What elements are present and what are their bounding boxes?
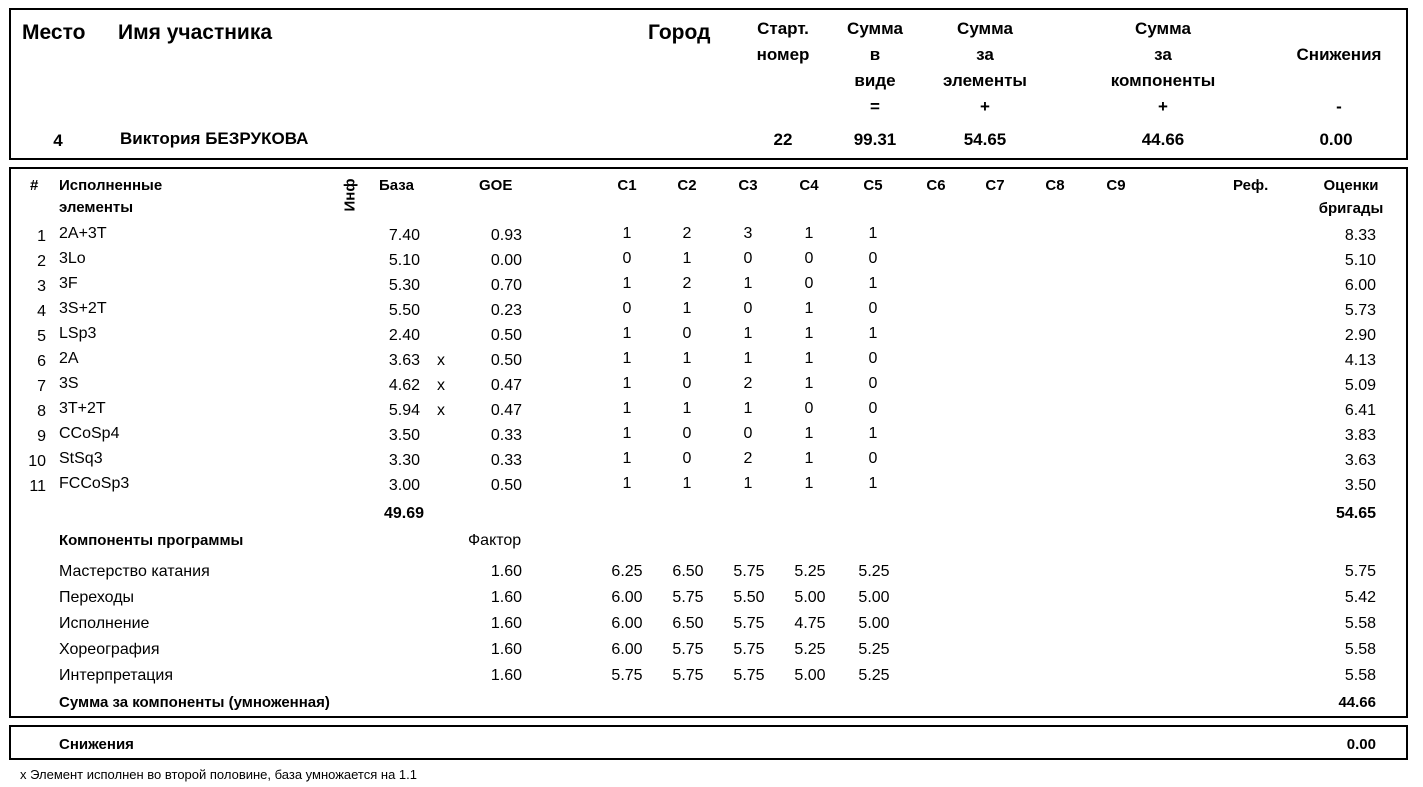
element-panel-score: 5.73 — [1344, 302, 1376, 319]
component-factor: 1.60 — [490, 641, 522, 658]
element-judge-c3: 0 — [743, 250, 753, 267]
element-row-number: 4 — [37, 303, 46, 320]
col-header-c6: C6 — [926, 177, 946, 194]
tes-header-line: элементы — [943, 71, 1027, 90]
component-factor: 1.60 — [490, 667, 522, 684]
component-judge-c3: 5.75 — [733, 615, 765, 632]
element-code: 3S+2T — [59, 300, 107, 317]
pcs-header-line: за — [1154, 45, 1172, 64]
element-base-value: 4.62 — [388, 377, 420, 394]
element-code: 2A — [59, 350, 79, 367]
total-header-line: = — [870, 97, 880, 116]
col-header-ref: Реф. — [1233, 177, 1269, 194]
component-judge-c2: 5.75 — [672, 667, 704, 684]
name-header: Имя участника — [118, 21, 273, 44]
element-base-value: 3.00 — [388, 477, 420, 494]
details-box — [9, 167, 1408, 718]
element-code: CCoSp4 — [59, 425, 120, 442]
component-panel-score: 5.42 — [1344, 589, 1376, 606]
element-judge-c1: 1 — [622, 425, 632, 442]
element-judge-c5: 0 — [868, 300, 878, 317]
col-header-c5: C5 — [863, 177, 883, 194]
skater-deductions: 0.00 — [1319, 130, 1353, 149]
deductions-header-sign: - — [1336, 97, 1342, 116]
element-code: 3F — [59, 275, 78, 292]
element-code: StSq3 — [59, 450, 103, 467]
skater-name: Виктория БЕЗРУКОВА — [120, 129, 309, 148]
element-judge-c5: 0 — [868, 450, 878, 467]
element-info-flag: x — [437, 352, 445, 369]
component-panel-score: 5.58 — [1344, 667, 1376, 684]
components-total-label: Сумма за компоненты (умноженная) — [59, 694, 330, 711]
elements-score-total: 54.65 — [1335, 505, 1376, 522]
total-header-line: Сумма — [847, 19, 903, 38]
element-row-number: 9 — [37, 428, 46, 445]
component-judge-c5: 5.00 — [858, 589, 890, 606]
element-judge-c3: 0 — [743, 425, 753, 442]
deductions-value: 0.00 — [1346, 736, 1376, 753]
element-judge-c5: 0 — [868, 400, 878, 417]
col-header-c2: C2 — [677, 177, 697, 194]
element-row-number: 5 — [37, 328, 46, 345]
element-panel-score: 8.33 — [1344, 227, 1376, 244]
element-judge-c2: 0 — [682, 375, 692, 392]
component-judge-c1: 6.25 — [611, 563, 643, 580]
element-code: 3Lo — [59, 250, 86, 267]
element-judge-c1: 1 — [622, 400, 632, 417]
total-header — [835, 16, 915, 120]
component-panel-score: 5.58 — [1344, 615, 1376, 632]
element-judge-c5: 1 — [868, 275, 878, 292]
element-judge-c3: 1 — [743, 400, 753, 417]
element-judge-c1: 1 — [622, 375, 632, 392]
component-name: Исполнение — [59, 615, 150, 632]
component-name: Мастерство катания — [59, 563, 210, 580]
element-info-flag: x — [437, 402, 445, 419]
element-base-value: 5.30 — [388, 277, 420, 294]
element-goe: 0.93 — [490, 227, 522, 244]
element-judge-c2: 1 — [682, 350, 692, 367]
element-judge-c5: 0 — [868, 375, 878, 392]
element-judge-c4: 0 — [804, 275, 814, 292]
start-number-header-line: Старт. — [757, 19, 809, 38]
component-judge-c3: 5.75 — [733, 563, 765, 580]
component-judge-c5: 5.25 — [858, 563, 890, 580]
element-judge-c4: 1 — [804, 450, 814, 467]
col-header-base: База — [379, 177, 414, 194]
tes-header-line: + — [980, 97, 990, 116]
place-header: Место — [22, 21, 86, 44]
col-header-c8: C8 — [1045, 177, 1065, 194]
component-judge-c2: 6.50 — [672, 615, 704, 632]
col-header-score: Оценки — [1323, 177, 1379, 194]
component-factor: 1.60 — [490, 589, 522, 606]
element-row-number: 10 — [28, 453, 46, 470]
element-judge-c2: 1 — [682, 400, 692, 417]
element-judge-c4: 1 — [804, 375, 814, 392]
element-panel-score: 4.13 — [1344, 352, 1376, 369]
skater-pcs: 44.66 — [1141, 130, 1185, 149]
element-judge-c3: 0 — [743, 300, 753, 317]
component-factor: 1.60 — [490, 563, 522, 580]
element-base-value: 5.50 — [388, 302, 420, 319]
skater-total: 99.31 — [853, 130, 897, 149]
footnote: x Элемент исполнен во второй половине, база умножается на 1.1 — [20, 767, 417, 782]
total-header-line: виде — [854, 71, 896, 90]
element-judge-c2: 1 — [682, 250, 692, 267]
element-code: FCCoSp3 — [59, 475, 130, 492]
col-header-info: Инф — [341, 178, 359, 212]
element-judge-c3: 3 — [743, 225, 753, 242]
tes-header — [925, 16, 1045, 120]
start-number-header-line: номер — [756, 45, 810, 64]
element-judge-c1: 1 — [622, 325, 632, 342]
components-total: 44.66 — [1338, 694, 1376, 711]
element-judge-c3: 1 — [743, 350, 753, 367]
element-judge-c3: 1 — [743, 475, 753, 492]
element-judge-c1: 1 — [622, 225, 632, 242]
component-judge-c3: 5.50 — [733, 589, 765, 606]
element-goe: 0.50 — [490, 352, 522, 369]
element-judge-c2: 0 — [682, 450, 692, 467]
element-judge-c4: 1 — [804, 425, 814, 442]
component-judge-c5: 5.25 — [858, 667, 890, 684]
component-judge-c4: 5.25 — [794, 563, 826, 580]
element-code: LSp3 — [59, 325, 97, 342]
component-judge-c1: 6.00 — [611, 615, 643, 632]
col-header-goe: GOE — [479, 177, 513, 194]
pcs-header — [1093, 16, 1233, 120]
element-code: 3T+2T — [59, 400, 106, 417]
element-goe: 0.47 — [490, 377, 522, 394]
deductions-box — [9, 725, 1408, 760]
col-header-num: # — [30, 177, 39, 194]
element-row-number: 8 — [37, 403, 46, 420]
element-judge-c1: 0 — [622, 300, 632, 317]
element-judge-c5: 1 — [868, 225, 878, 242]
total-header-line: в — [869, 45, 881, 64]
element-panel-score: 6.00 — [1344, 277, 1376, 294]
element-row-number: 11 — [29, 478, 46, 495]
component-judge-c1: 6.00 — [611, 641, 643, 658]
element-code: 2A+3T — [59, 225, 107, 242]
component-judge-c3: 5.75 — [733, 641, 765, 658]
element-base-value: 5.94 — [388, 402, 420, 419]
element-goe: 0.33 — [490, 427, 522, 444]
element-goe: 0.00 — [490, 252, 522, 269]
component-name: Хореография — [59, 641, 160, 658]
element-judge-c5: 0 — [868, 250, 878, 267]
element-panel-score: 3.50 — [1344, 477, 1376, 494]
element-row-number: 3 — [37, 278, 46, 295]
element-base-value: 3.50 — [388, 427, 420, 444]
deductions-label: Снижения — [59, 736, 134, 753]
element-judge-c4: 0 — [804, 400, 814, 417]
element-judge-c4: 1 — [804, 475, 814, 492]
element-judge-c3: 1 — [743, 325, 753, 342]
col-header-element-line2: элементы — [59, 199, 134, 216]
component-judge-c5: 5.25 — [858, 641, 890, 658]
element-row-number: 1 — [37, 228, 46, 245]
element-row-number: 6 — [37, 353, 46, 370]
component-factor: 1.60 — [490, 615, 522, 632]
col-header-c3: C3 — [738, 177, 758, 194]
element-row-number: 2 — [37, 253, 46, 270]
col-header-c9: C9 — [1106, 177, 1126, 194]
element-panel-score: 2.90 — [1344, 327, 1376, 344]
base-total: 49.69 — [383, 505, 424, 522]
col-header-element: Исполненные — [59, 177, 163, 194]
component-judge-c2: 6.50 — [672, 563, 704, 580]
element-judge-c1: 1 — [622, 450, 632, 467]
pcs-header-line: + — [1158, 97, 1168, 116]
component-judge-c1: 6.00 — [611, 589, 643, 606]
component-judge-c4: 5.00 — [794, 667, 826, 684]
element-goe: 0.70 — [490, 277, 522, 294]
element-goe: 0.50 — [490, 327, 522, 344]
element-goe: 0.23 — [490, 302, 522, 319]
factor-header: Фактор — [468, 532, 522, 549]
element-judge-c1: 1 — [622, 475, 632, 492]
element-row-number: 7 — [37, 378, 46, 395]
col-header-c4: C4 — [799, 177, 819, 194]
element-judge-c2: 1 — [682, 300, 692, 317]
element-judge-c3: 1 — [743, 275, 753, 292]
component-panel-score: 5.58 — [1344, 641, 1376, 658]
element-judge-c4: 1 — [804, 225, 814, 242]
element-judge-c5: 1 — [868, 325, 878, 342]
component-judge-c2: 5.75 — [672, 589, 704, 606]
element-panel-score: 3.63 — [1344, 452, 1376, 469]
tes-header-line: за — [976, 45, 994, 64]
element-goe: 0.33 — [490, 452, 522, 469]
element-judge-c1: 1 — [622, 275, 632, 292]
element-judge-c5: 0 — [868, 350, 878, 367]
component-name: Интерпретация — [59, 667, 174, 684]
element-judge-c5: 1 — [868, 425, 878, 442]
component-panel-score: 5.75 — [1344, 563, 1376, 580]
col-header-score-line2: бригады — [1318, 200, 1384, 217]
component-judge-c2: 5.75 — [672, 641, 704, 658]
component-judge-c3: 5.75 — [733, 667, 765, 684]
pcs-header-line: Сумма — [1135, 19, 1191, 38]
tes-header-line: Сумма — [957, 19, 1013, 38]
city-header: Город — [648, 21, 711, 44]
component-judge-c1: 5.75 — [611, 667, 643, 684]
element-judge-c4: 0 — [804, 250, 814, 267]
element-judge-c2: 0 — [682, 425, 692, 442]
component-judge-c5: 5.00 — [858, 615, 890, 632]
skater-start-number: 22 — [773, 130, 793, 149]
skater-tes: 54.65 — [963, 130, 1007, 149]
element-judge-c4: 1 — [804, 300, 814, 317]
col-header-c1: C1 — [617, 177, 637, 194]
element-judge-c4: 1 — [804, 325, 814, 342]
element-judge-c5: 1 — [868, 475, 878, 492]
element-judge-c2: 0 — [682, 325, 692, 342]
element-panel-score: 5.09 — [1344, 377, 1376, 394]
start-number-header — [743, 16, 823, 68]
element-judge-c3: 2 — [743, 450, 753, 467]
components-title: Компоненты программы — [59, 532, 244, 549]
pcs-header-line: компоненты — [1110, 71, 1216, 90]
element-judge-c3: 2 — [743, 375, 753, 392]
element-base-value: 7.40 — [388, 227, 420, 244]
element-judge-c1: 0 — [622, 250, 632, 267]
element-panel-score: 5.10 — [1344, 252, 1376, 269]
component-judge-c4: 4.75 — [794, 615, 826, 632]
element-panel-score: 6.41 — [1344, 402, 1376, 419]
element-code: 3S — [59, 375, 79, 392]
deductions-header: Снижения — [1296, 45, 1382, 64]
element-judge-c2: 2 — [682, 225, 692, 242]
element-judge-c2: 1 — [682, 475, 692, 492]
element-judge-c2: 2 — [682, 275, 692, 292]
element-judge-c4: 1 — [804, 350, 814, 367]
component-judge-c4: 5.25 — [794, 641, 826, 658]
element-info-flag: x — [437, 377, 445, 394]
element-goe: 0.50 — [490, 477, 522, 494]
component-judge-c4: 5.00 — [794, 589, 826, 606]
element-base-value: 5.10 — [388, 252, 420, 269]
component-name: Переходы — [59, 589, 135, 606]
element-panel-score: 3.83 — [1344, 427, 1376, 444]
element-base-value: 3.63 — [388, 352, 420, 369]
element-base-value: 2.40 — [388, 327, 420, 344]
element-goe: 0.47 — [490, 402, 522, 419]
skater-place: 4 — [53, 131, 63, 150]
element-judge-c1: 1 — [622, 350, 632, 367]
element-base-value: 3.30 — [388, 452, 420, 469]
col-header-c7: C7 — [985, 177, 1005, 194]
